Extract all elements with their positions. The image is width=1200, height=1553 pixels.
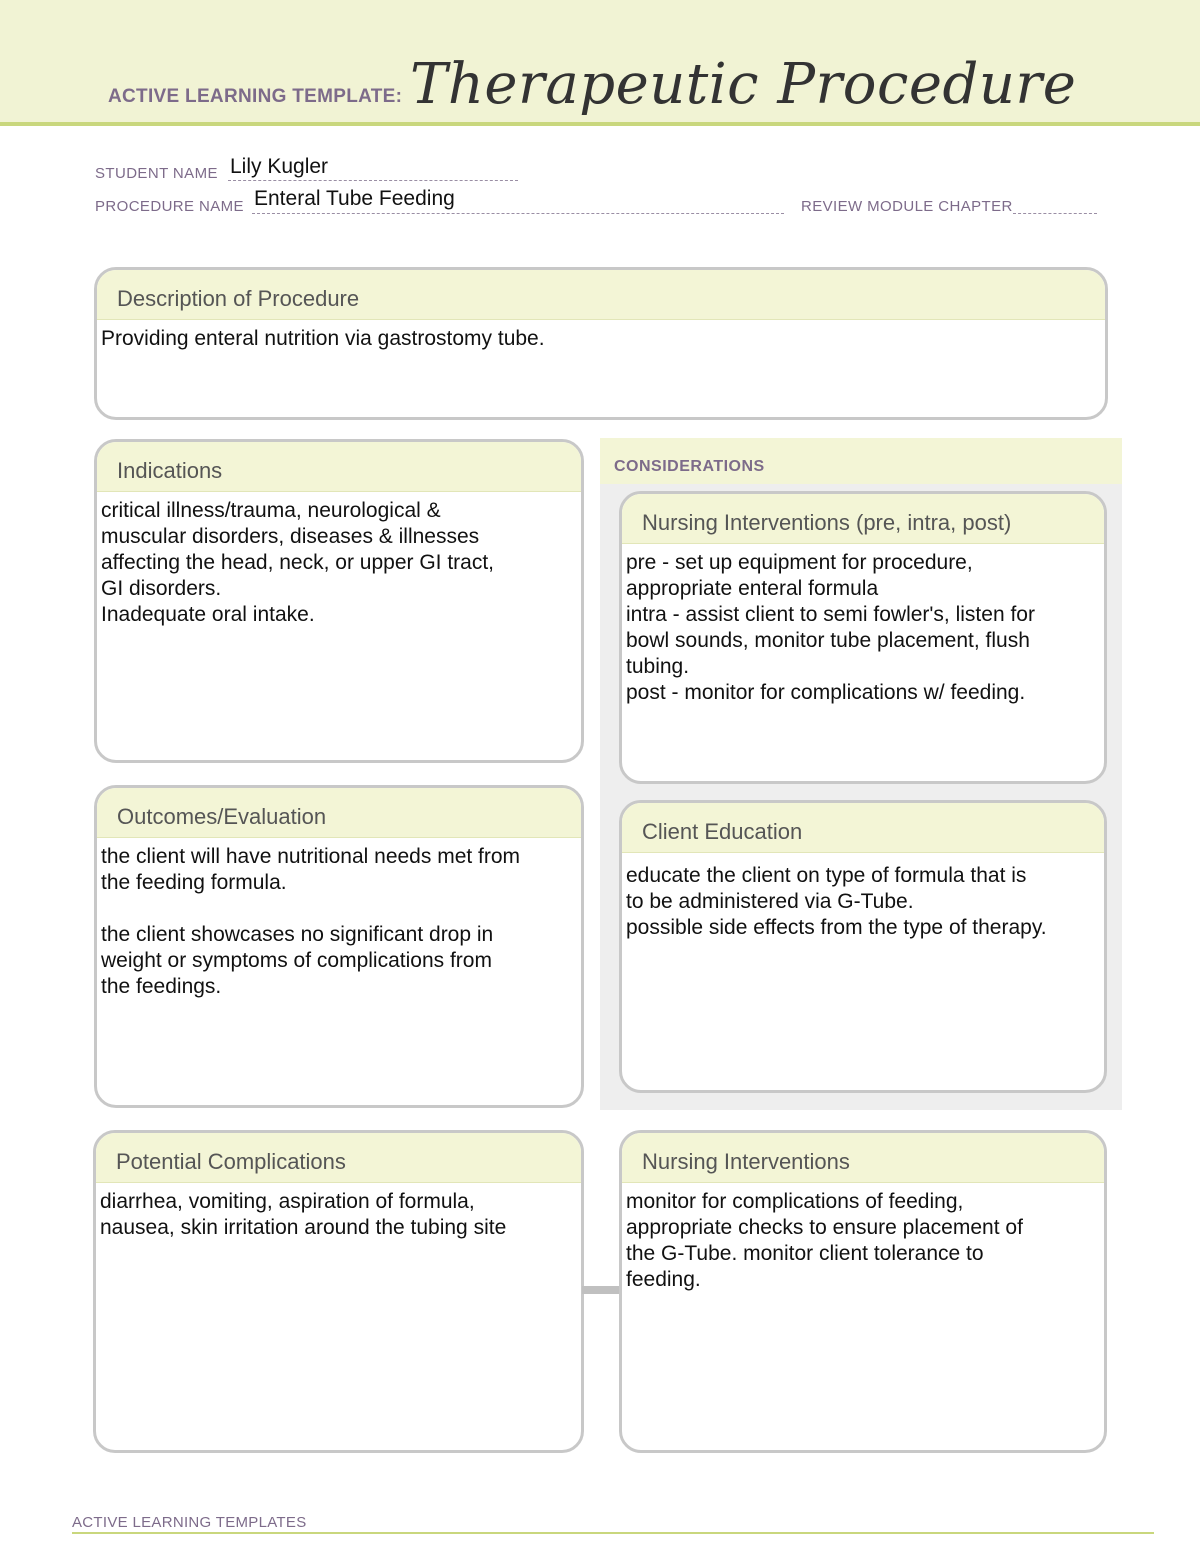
student-name-field[interactable]: Lily Kugler — [230, 155, 329, 178]
footer-rule — [72, 1532, 1154, 1534]
procedure-name-field[interactable]: Enteral Tube Feeding — [254, 187, 455, 210]
indications-title: Indications — [97, 442, 581, 492]
complications-body[interactable]: diarrhea, vomiting, aspiration of formula, nausea, skin irritation around the tubing site — [100, 1190, 507, 1239]
nursing-interventions-ppp-title: Nursing Interventions (pre, intra, post) — [622, 494, 1104, 544]
indications-card — [94, 439, 584, 763]
nursing-interventions-title: Nursing Interventions — [622, 1133, 1104, 1183]
procedure-name-label: PROCEDURE NAME — [95, 198, 244, 215]
nursing-interventions-ppp-body[interactable]: pre - set up equipment for procedure, appropriate enteral formula intra - assist client to semi fowler's, listen for bowl sounds, monitor tube placement, flush tubing. post - monitor for complications w/ feeding. — [626, 551, 1035, 704]
review-module-label: REVIEW MODULE CHAPTER — [801, 198, 1013, 215]
header-rule — [0, 122, 1200, 126]
complications-title: Potential Complications — [96, 1133, 581, 1183]
description-card — [94, 267, 1108, 420]
client-education-title: Client Education — [622, 803, 1104, 853]
nursing-interventions-ppp-card — [619, 491, 1107, 784]
considerations-label: CONSIDERATIONS — [614, 458, 765, 475]
nursing-interventions-card — [619, 1130, 1107, 1453]
nursing-interventions-body[interactable]: monitor for complications of feeding, appropriate checks to ensure placement of the G-Tube. monitor client tolerance to feeding. — [626, 1190, 1023, 1291]
description-body[interactable]: Providing enteral nutrition via gastrostomy tube. — [101, 327, 545, 350]
page-title: Therapeutic Procedure — [410, 52, 1077, 117]
outcomes-card — [94, 785, 584, 1108]
indications-body[interactable]: critical illness/trauma, neurological & muscular disorders, diseases & illnesses affecting the head, neck, or upper GI tract, GI disorders. Inadequate oral intake. — [101, 499, 495, 626]
considerations-header — [600, 438, 1122, 484]
description-title: Description of Procedure — [97, 270, 1105, 320]
procedure-name-line — [252, 213, 784, 214]
review-module-field[interactable] — [1013, 213, 1097, 214]
student-name-label: STUDENT NAME — [95, 165, 218, 182]
outcomes-title: Outcomes/Evaluation — [97, 788, 581, 838]
complications-card — [93, 1130, 584, 1453]
footer-label: ACTIVE LEARNING TEMPLATES — [72, 1514, 307, 1531]
template-label: ACTIVE LEARNING TEMPLATE: — [108, 86, 403, 107]
outcomes-body[interactable]: the client will have nutritional needs met from the feeding formula. the client showcases no significant drop in weight or symptoms of complications from the feedings. — [101, 845, 521, 998]
client-education-card — [619, 800, 1107, 1093]
connector-bar — [582, 1286, 622, 1294]
client-education-body[interactable]: educate the client on type of formula that is to be administered via G-Tube. possible side effects from the type of therapy. — [626, 864, 1047, 939]
student-name-line — [228, 180, 518, 181]
